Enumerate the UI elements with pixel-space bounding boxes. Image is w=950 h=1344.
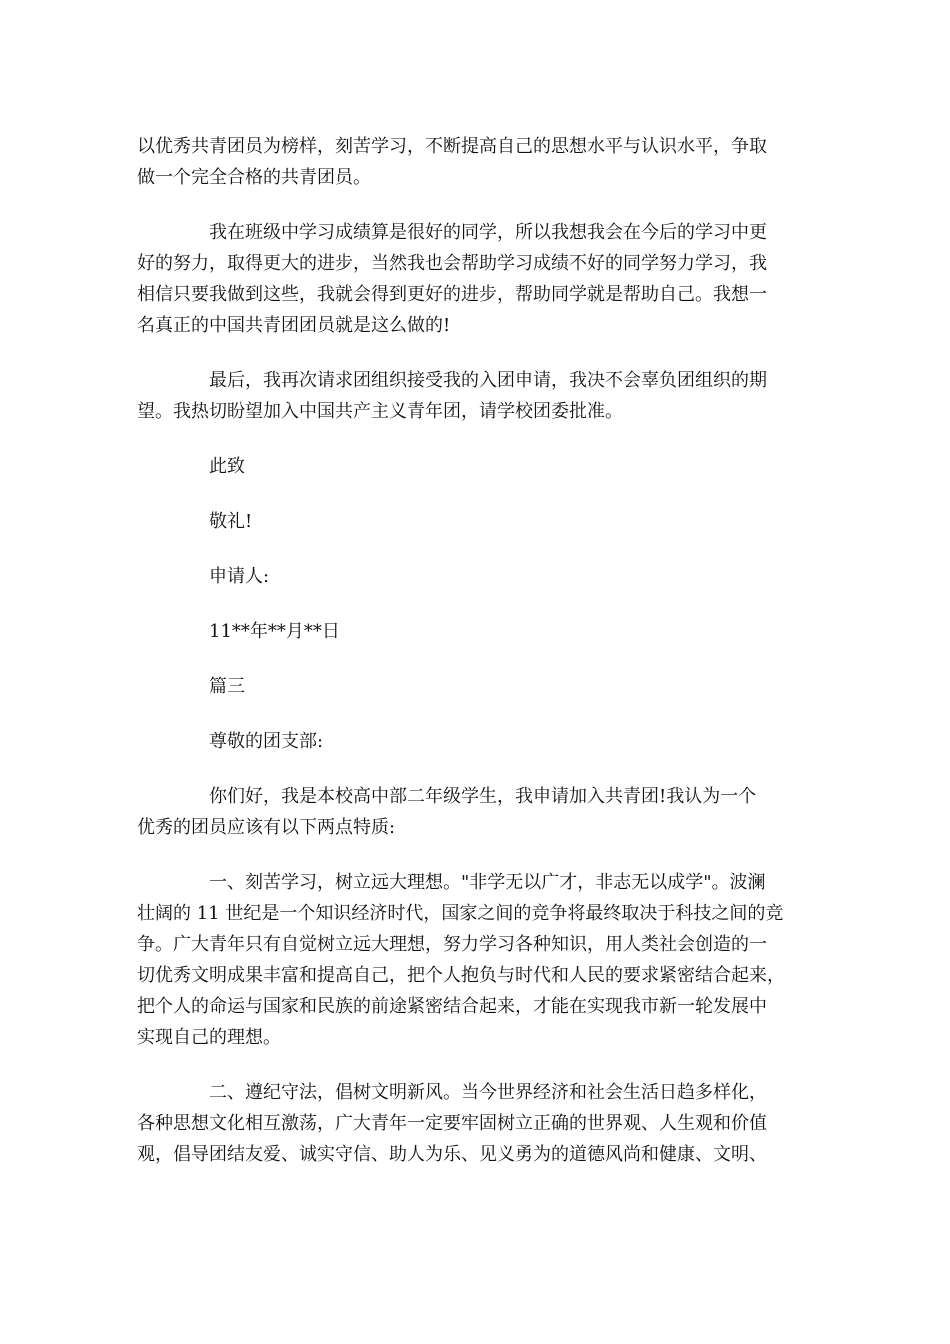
text-line: 争。广大青年只有自觉树立远大理想，努力学习各种知识，用人类社会创造的一	[137, 934, 767, 955]
text-line: 实现自己的理想。	[137, 1027, 281, 1048]
text-line: 做一个完全合格的共青团员。	[137, 167, 371, 188]
text-line: 好的努力，取得更大的进步，当然我也会帮助学习成绩不好的同学努力学习，我	[137, 253, 767, 274]
regards-line-2: 敬礼!	[209, 511, 253, 532]
paragraph-body-1	[137, 781, 813, 843]
paragraph-1	[137, 131, 813, 193]
paragraph-body-2	[137, 867, 813, 1053]
text-line: 最后，我再次请求团组织接受我的入团申请，我决不会辜负团组织的期	[209, 370, 767, 391]
text-line: 我在班级中学习成绩算是很好的同学，所以我想我会在今后的学习中更	[209, 222, 767, 243]
text-line: 你们好，我是本校高中部二年级学生，我申请加入共青团!我认为一个	[209, 786, 757, 807]
salutation-line: 尊敬的团支部:	[209, 731, 324, 752]
document-body	[137, 131, 813, 1194]
text-line: 以优秀共青团员为榜样，刻苦学习，不断提高自己的思想水平与认识水平，争取	[137, 136, 767, 157]
section-heading: 篇三	[209, 676, 245, 697]
text-line: 优秀的团员应该有以下两点特质:	[137, 817, 396, 838]
text-line: 一、刻苦学习，树立远大理想。"非学无以广才，非志无以成学"。波澜	[209, 872, 766, 893]
text-line: 望。我热切盼望加入中国共产主义青年团，请学校团委批准。	[137, 401, 623, 422]
text-line: 名真正的中国共青团团员就是这么做的!	[137, 315, 451, 336]
text-line: 把个人的命运与国家和民族的前途紧密结合起来，才能在实现我市新一轮发展中	[137, 996, 767, 1017]
paragraph-2	[137, 217, 813, 341]
applicant-line: 申请人:	[209, 566, 270, 587]
text-line: 各种思想文化相互激荡，广大青年一定要牢固树立正确的世界观、人生观和价值	[137, 1113, 767, 1134]
paragraph-3	[137, 365, 813, 427]
paragraph-body-3	[137, 1077, 813, 1170]
text-line: 切优秀文明成果丰富和提高自己，把个人抱负与时代和人民的要求紧密结合起来，	[137, 965, 785, 986]
text-line: 观，倡导团结友爱、诚实守信、助人为乐、见义勇为的道德风尚和健康、文明、	[137, 1144, 767, 1165]
text-line: 相信只要我做到这些，我就会得到更好的进步，帮助同学就是帮助自己。我想一	[137, 284, 767, 305]
date-line: 11**年**月**日	[209, 621, 340, 642]
text-line: 二、遵纪守法，倡树文明新风。当今世界经济和社会生活日趋多样化，	[209, 1082, 767, 1103]
text-line: 壮阔的 11 世纪是一个知识经济时代，国家之间的竞争将最终取决于科技之间的竞	[137, 903, 784, 924]
regards-line-1: 此致	[209, 456, 245, 477]
